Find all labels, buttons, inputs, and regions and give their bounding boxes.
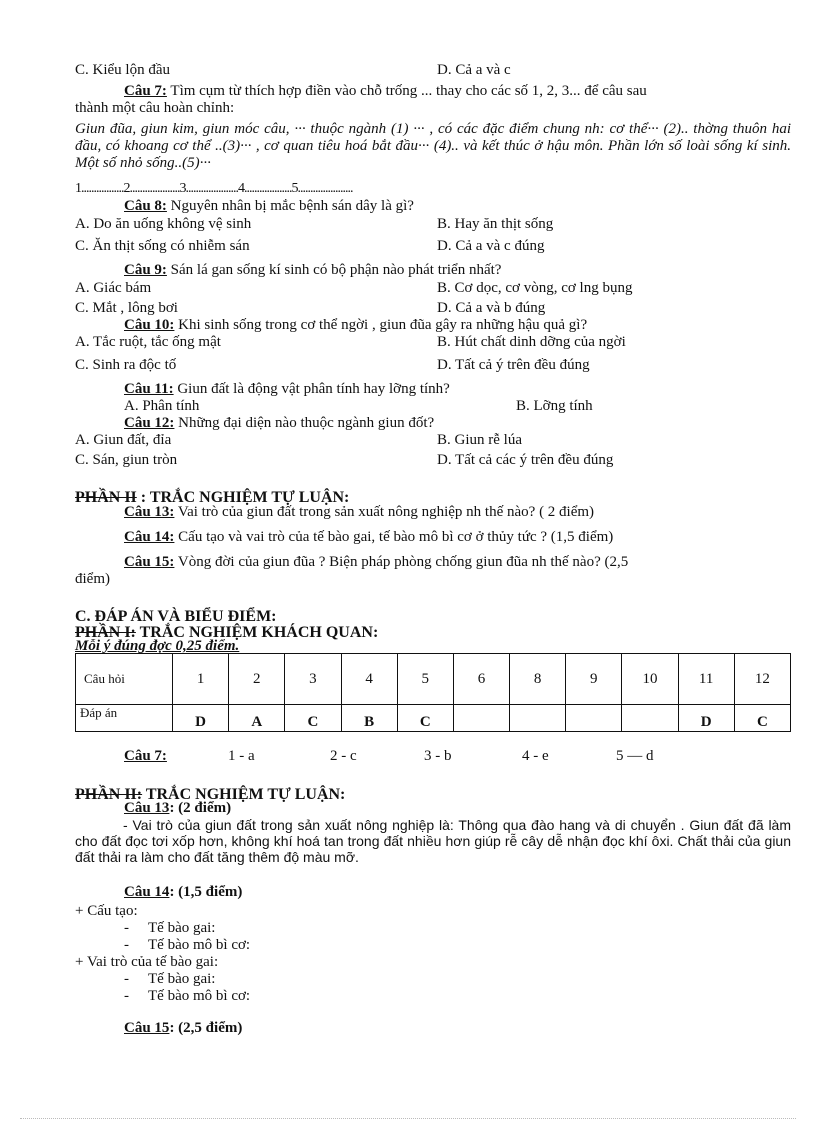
question-8 [124,198,414,215]
table-header-row [76,654,791,705]
option-b: B. Cơ dọc, cơ vòng, cơ lng bụng [437,280,633,296]
option-a: A. Giác bám [75,280,152,296]
question-label: Câu 7: [124,83,167,99]
answer-7-item: 5 — d [616,748,654,764]
option-c: C. Sinh ra độc tố [75,357,177,373]
question-10 [124,317,587,334]
table-row [76,705,791,732]
option-a: A. Do ăn uống không vệ sinh [75,216,252,232]
answer-table [75,653,791,732]
question-15 [124,554,628,571]
question-text: Vai trò của giun đất trong sản xuất nông nghiệp nh thế nào? ( 2 điểm) [174,504,595,520]
answer-7-label [124,748,167,765]
list-item-text: Tế bào mô bì cơ: [148,988,251,1004]
option-d: D. Tất cả ý trên đều đúng [437,357,590,373]
option-d: D. Tất cả các ý trên đều đúng [437,452,614,468]
answer-14-heading [124,884,242,901]
bullet: - [124,937,129,953]
table-cell: 9 [566,654,622,705]
question-text: Những đại diện nào thuộc ngành giun đốt? [174,415,435,431]
question-15-cont: điểm) [75,571,110,587]
section-number: PHẦN II [75,489,137,506]
list-item-text: Tế bào gai: [148,971,216,987]
question-label: Câu 14 [124,884,170,900]
question-label: Câu 11: [124,381,174,397]
answer-7-item: 1 - a [228,748,255,764]
question-text: Cấu tạo và vai trò của tế bào gai, tế bào mô bì cơ ở thủy tức ? (1,5 điểm) [174,529,614,545]
answer-7-item: 3 - b [424,748,452,764]
option-c: C. Mắt , lông bơi [75,300,178,316]
bullet: - [124,920,129,936]
table-cell: B [341,705,397,732]
section-title: : TRẮC NGHIỆM TỰ LUẬN: [136,489,350,506]
table-cell: 3 [285,654,341,705]
question-label: Câu 12: [124,415,175,431]
question-label: Câu 15: [124,554,175,570]
option-a: A. Tắc ruột, tắc ống mật [75,334,221,350]
table-cell: 6 [453,654,509,705]
answer-7-item: 4 - e [522,748,549,764]
scoring-note: Mỗi ý đúng đợc 0,25 điểm. [75,638,240,654]
answer-13-text: - Vai trò của giun đất trong sản xuất nông nghiệp là: Thông qua đào hang và di chuyển . Giun đất đã làm cho đất đọc tơi xốp hơn, không khí hoá tan trong đất nhiều hơn giúp rễ cây dễ nhận đọc khí ôxi. Chất thải của giun đất thải ra làm cho đất tăng thêm độ màu mỡ. [75,817,791,865]
structure-label: + Cấu tạo: [75,903,138,919]
table-cell: Câu hỏi [76,654,173,705]
question-text: Khi sinh sống trong cơ thể ngời , giun đũa gây ra những hậu quả gì? [174,317,588,333]
table-cell: Đáp án [76,705,173,732]
question-label: Câu 13: [124,504,175,520]
table-cell: D [173,705,229,732]
question-label: Câu 8: [124,198,167,214]
question-7-passage: Giun đũa, giun kim, giun móc câu, ··· thuộc ngành (1) ··· , có các đặc điểm chung nh: cơ thể··· (2).. thờng thuôn hai đầu, có khoang cơ thể ..(3)··· , cơ quan tiêu hoá bắt đầu··· (4).. và kết thúc ở hậu môn. Phần lớn số loài sống kí sinh. Một số nhỏ sống..(5)··· [75,121,791,171]
option-b: B. Hay ăn thịt sống [437,216,554,232]
table-cell: C [397,705,453,732]
section-title: TRẮC NGHIỆM TỰ LUẬN: [142,786,346,803]
answer-7-item: 2 - c [330,748,357,764]
question-11 [124,381,450,398]
table-cell [622,705,678,732]
list-item-text: Tế bào mô bì cơ: [148,937,251,953]
answer-key-heading: C. ĐÁP ÁN VÀ BIỂU ĐIỂM: [75,608,277,625]
table-cell [566,705,622,732]
question-label: Câu 10: [124,317,175,333]
list-item [124,920,215,937]
table-cell: 10 [622,654,678,705]
points: : (2,5 điểm) [169,1020,243,1036]
table-cell: 1 [173,654,229,705]
table-cell: C [734,705,790,732]
list-item-text: Tế bào gai: [148,920,216,936]
question-7-cont: thành một câu hoàn chỉnh: [75,100,235,116]
option-a: A. Phân tính [124,398,200,414]
table-cell: 12 [734,654,790,705]
question-text: Giun đất là động vật phân tính hay lỡng tính? [173,381,450,397]
bullet: - [124,971,129,987]
table-cell: A [229,705,285,732]
question-14 [124,529,613,546]
table-cell [453,705,509,732]
table-cell: 4 [341,654,397,705]
question-label: Câu 13 [124,800,170,816]
option-d: D. Cả a và b đúng [437,300,546,316]
question-7 [124,83,647,100]
bullet: - [124,988,129,1004]
option-d: D. Cả a và c đúng [437,238,545,254]
section-number: PHẦN II: [75,786,143,803]
question-label: Câu 9: [124,262,167,278]
question-label: Câu 7: [124,748,167,764]
option-b: B. Lỡng tính [516,398,593,414]
option-c: C. Sán, giun tròn [75,452,178,468]
question-text: Nguyên nhân bị mắc bệnh sán dây là gì? [166,198,414,214]
question-label: Câu 15 [124,1020,170,1036]
role-label: + Vai trò của tế bào gai: [75,954,219,970]
points: : (1,5 điểm) [169,884,243,900]
table-cell [510,705,566,732]
question-text: Sán lá gan sống kí sinh có bộ phận nào phát triển nhất? [166,262,502,278]
section-title: TRẮC NGHIỆM KHÁCH QUAN: [135,624,379,641]
section-number: PHẦN I: [75,624,136,641]
question-13 [124,504,594,521]
option-a: A. Giun đất, đỉa [75,432,172,448]
question-text: Vòng đời của giun đũa ? Biện pháp phòng chống giun đũa nh thế nào? (2,5 [174,554,629,570]
option-b: B. Hút chất dinh dỡng của ngời [437,334,626,350]
question-12 [124,415,434,432]
table-cell: C [285,705,341,732]
option-b: B. Giun rễ lúa [437,432,522,448]
option-c: C. Kiểu lộn đầu [75,62,170,78]
question-9 [124,262,501,279]
question-7-blanks: 1.................2....................3.....................4...................5...................... [75,181,353,196]
page-border [20,1118,796,1119]
question-label: Câu 14: [124,529,175,545]
table-cell: 8 [510,654,566,705]
answer-15-heading [124,1020,242,1037]
answer-13-heading [124,800,231,817]
table-cell: 2 [229,654,285,705]
table-cell: D [678,705,734,732]
list-item [124,988,250,1005]
list-item [124,971,215,988]
table-cell: 5 [397,654,453,705]
option-c: C. Ăn thịt sống có nhiễm sán [75,238,250,254]
table-cell: 11 [678,654,734,705]
points: : (2 điểm) [169,800,232,816]
option-d: D. Cả a và c [437,62,511,78]
question-text: Tìm cụm từ thích hợp điền vào chỗ trống ... thay cho các số 1, 2, 3... để câu sau [166,83,647,99]
list-item [124,937,250,954]
